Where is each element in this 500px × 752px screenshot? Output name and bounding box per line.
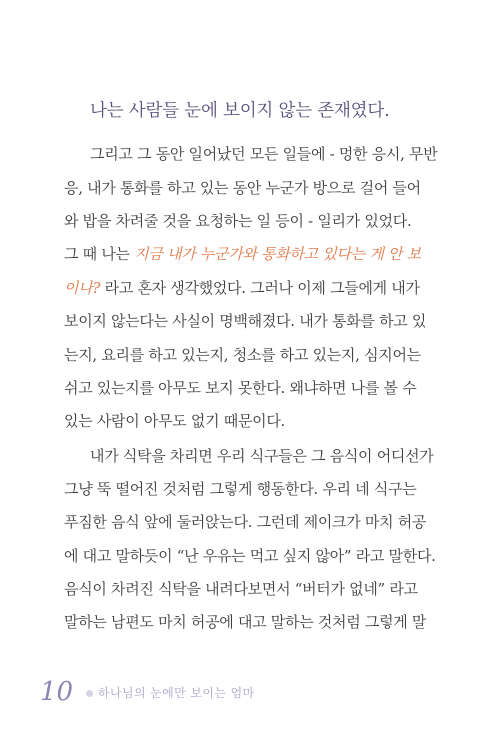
text-line: 보이지 않는다는 사실이 명백해졌다. 내가 통화를 하고 있	[64, 312, 427, 330]
page-number: 10	[40, 677, 74, 707]
text-line: 푸짐한 음식 앞에 둘러앉는다. 그런데 제이크가 마치 허공	[64, 513, 427, 531]
text-line: 와 밥을 차려줄 것을 요청하는 일 등이 - 일리가 있었다.	[64, 212, 412, 230]
text-line: 내가 식탁을 차리면 우리 식구들은 그 음식이 어디선가	[90, 447, 434, 465]
text-line: 이나? 라고 혼자 생각했었다. 그러나 이제 그들에게 내가	[64, 279, 420, 297]
text-line: 에 대고 말하듯이 “난 우유는 먹고 싶지 않아” 라고 말한다.	[64, 547, 436, 565]
text-line: 는지, 요리를 하고 있는지, 청소를 하고 있는지, 심지어는	[64, 346, 421, 364]
text-line: 말하는 남편도 마치 허공에 대고 말하는 것처럼 그렇게 말	[64, 613, 427, 631]
emphasized-thought: 이나?	[64, 279, 101, 297]
text-line: 쉬고 있는지를 아무도 보지 못한다. 왜냐하면 나를 볼 수	[64, 379, 417, 397]
text-line: 응, 내가 통화를 하고 있는 동안 누군가 방으로 걸어 들어	[64, 179, 421, 197]
section-heading: 나는 사람들 눈에 보이지 않는 존재였다.	[90, 101, 390, 121]
running-book-title: 하나님의 눈에만 보이는 엄마	[98, 686, 255, 700]
text-line: 그 때 나는 지금 내가 누군가와 통화하고 있다는 게 안 보	[64, 245, 421, 263]
bullet-dot-icon	[86, 690, 93, 697]
text-line: 음식이 차려진 식탁을 내려다보면서 “버터가 없네” 라고	[64, 580, 418, 598]
text-line: 있는 사람이 아무도 없기 때문이다.	[64, 412, 286, 430]
text-line: 그리고 그 동안 일어났던 모든 일들에 - 멍한 응시, 무반	[90, 145, 438, 163]
emphasized-thought: 지금 내가 누군가와 통화하고 있다는 게 안 보	[134, 245, 421, 263]
text-line: 그냥 뚝 떨어진 것처럼 그렇게 행동한다. 우리 네 식구는	[64, 480, 417, 498]
